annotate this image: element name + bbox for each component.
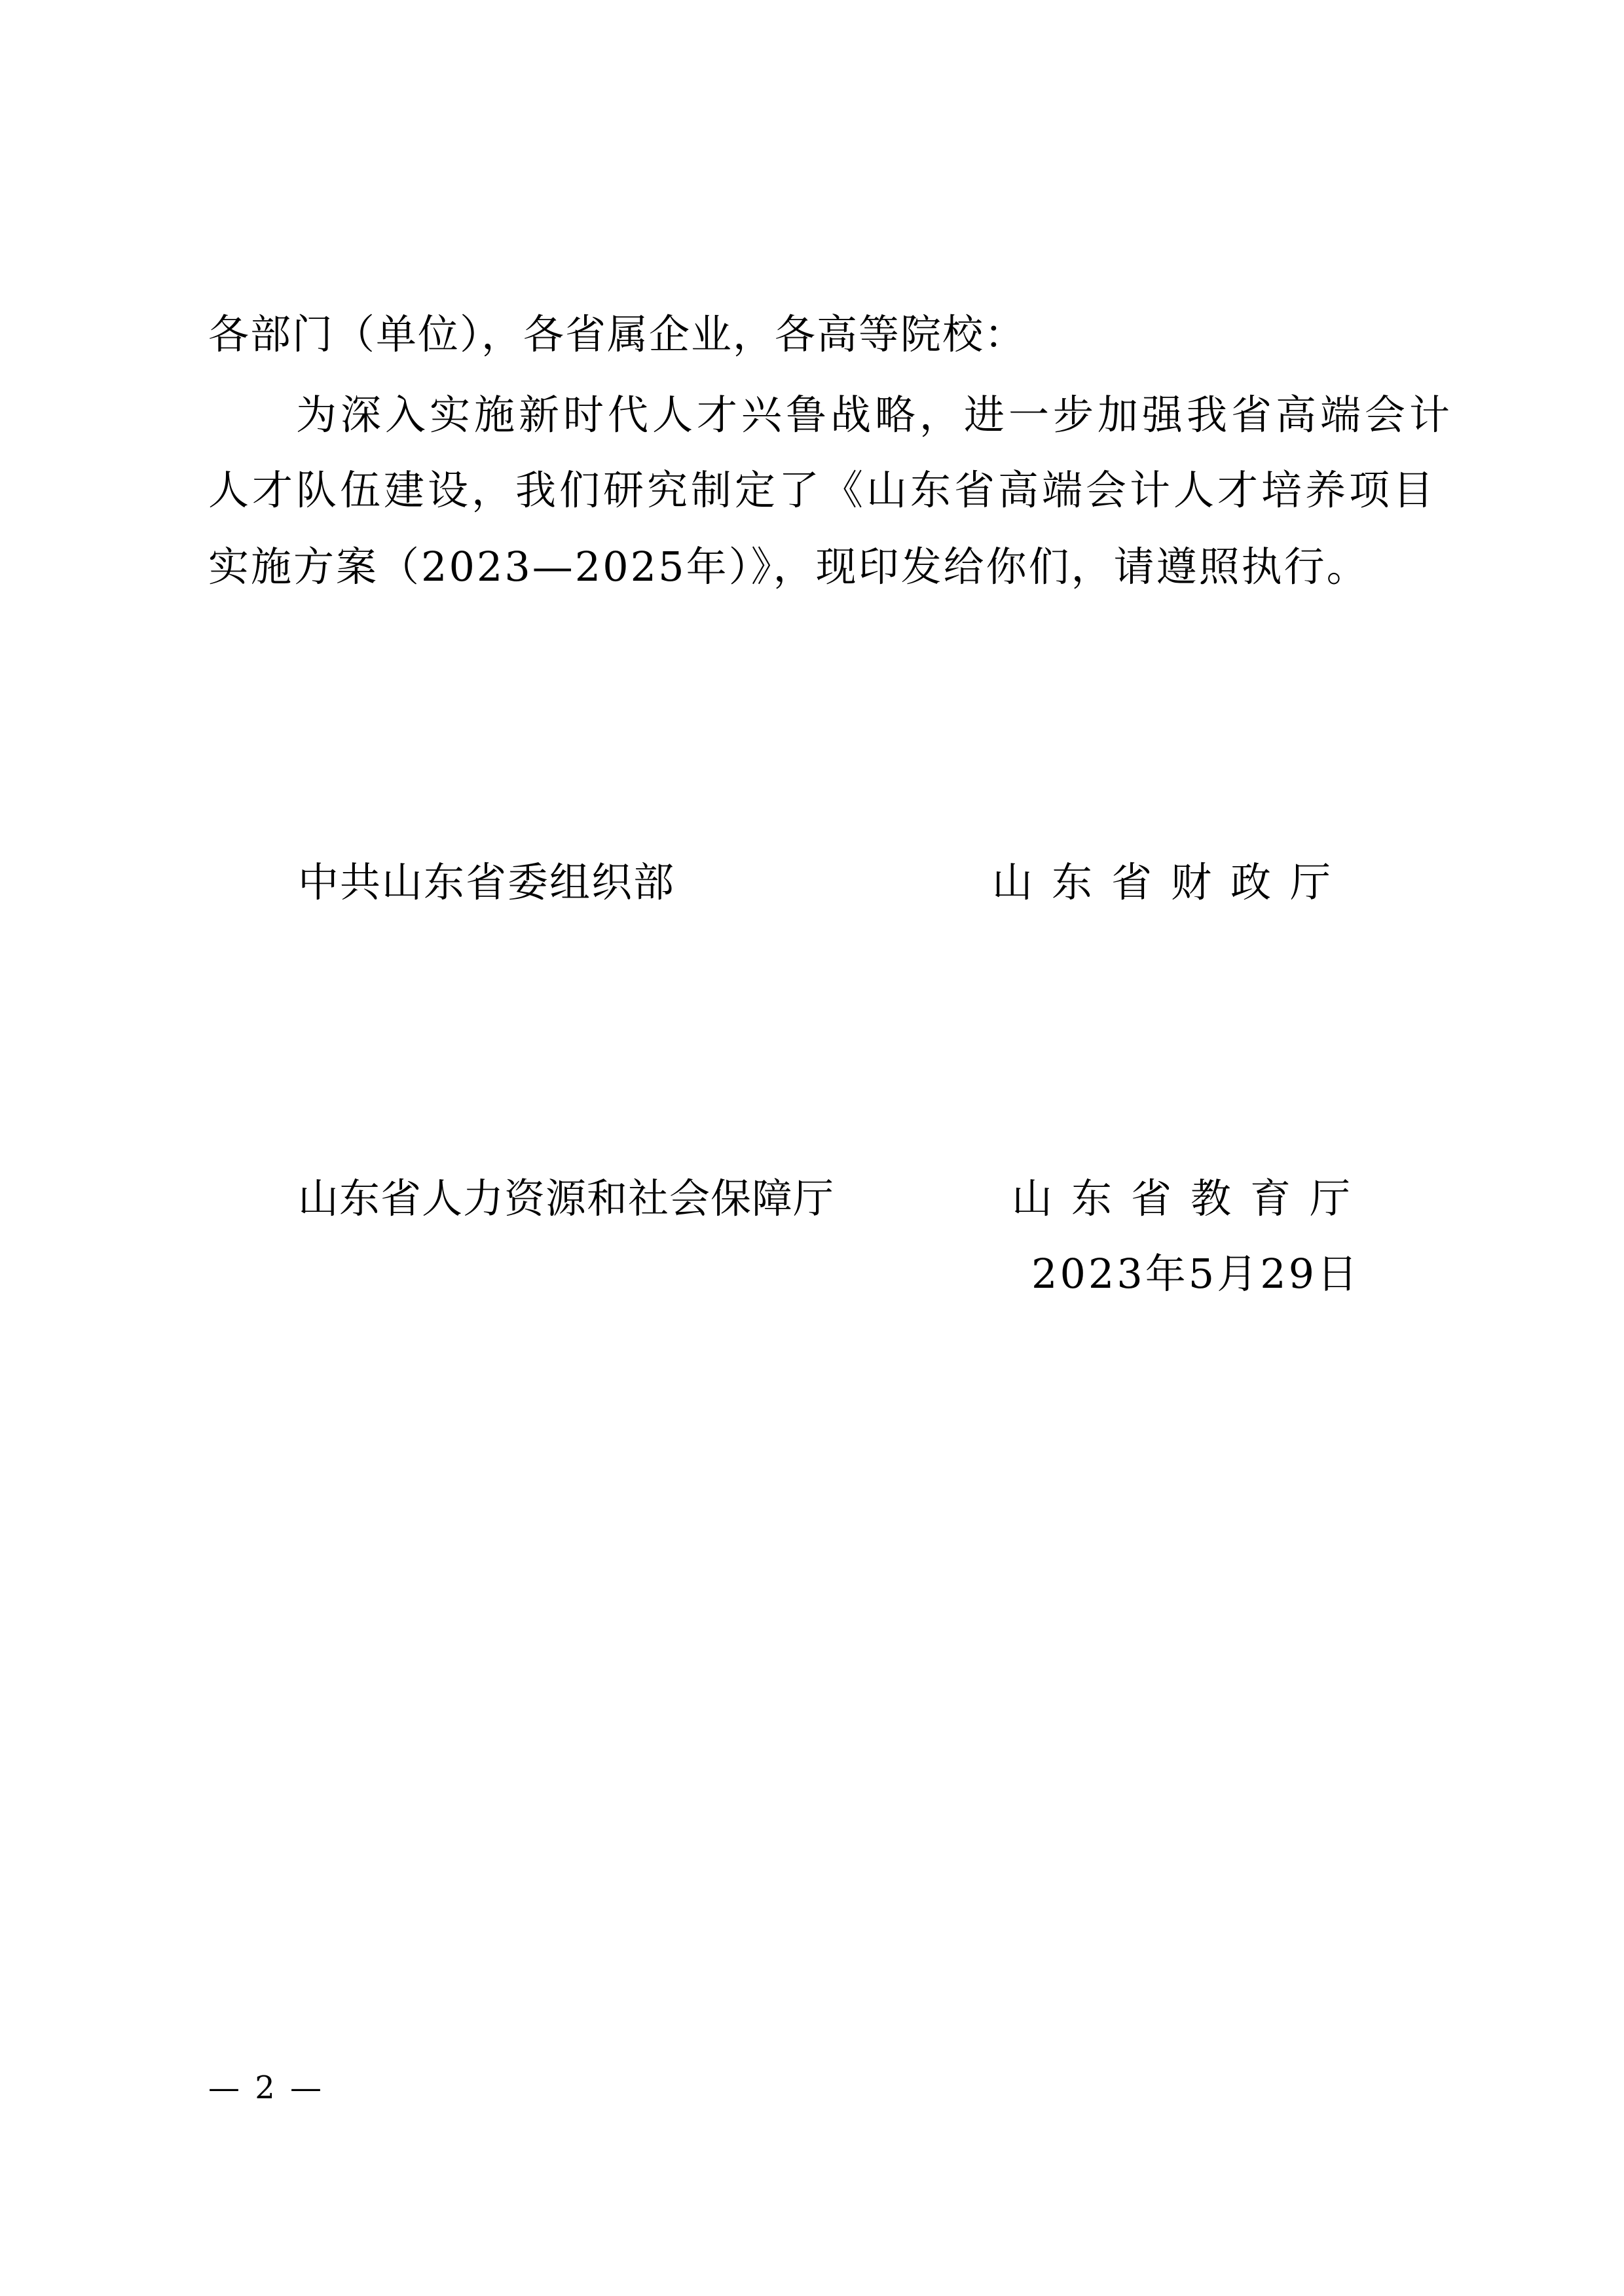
body-paragraph-line-2: 人才队伍建设，我们研究制定了《山东省高端会计人才培养项目 — [208, 466, 1437, 514]
signatory-finance-department: 山东省财政厅 — [992, 858, 1350, 906]
salutation: 各部门（单位），各省属企业，各高等院校： — [208, 310, 1027, 358]
page-number: — 2 — — [208, 2069, 325, 2106]
signatory-education-department: 山东省教育厅 — [1012, 1175, 1370, 1222]
body-paragraph-line-1: 为深入实施新时代人才兴鲁战略，进一步加强我省高端会计 — [296, 391, 1454, 439]
signatory-human-resources-department: 山东省人力资源和社会保障厅 — [298, 1175, 835, 1222]
issue-date: 2023年5月29日 — [1031, 1250, 1361, 1298]
body-paragraph-line-3: 实施方案（2023—2025年）》，现印发给你们，请遵照执行。 — [208, 543, 1369, 591]
signatory-organization-department: 中共山东省委组织部 — [298, 858, 676, 906]
